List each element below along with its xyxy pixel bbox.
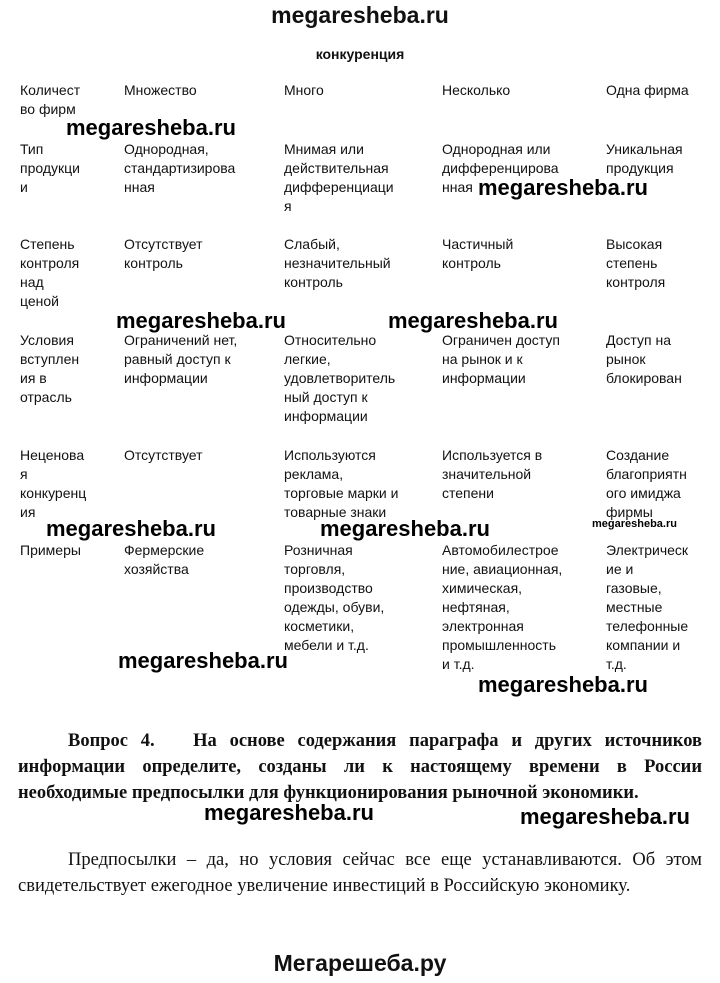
table-cell: Слабый, незначительный контроль [284, 236, 391, 290]
table-cell: Относительно легкие, удовлетворитель ный доступ к информации [284, 332, 396, 424]
table-cell: Много [284, 82, 324, 98]
table-cell: Доступ на рынок блокирован [606, 332, 682, 386]
table-cell: Однородная, стандартизирова нная [124, 141, 236, 195]
table-cell: Одна фирма [606, 82, 689, 98]
table-cell: Частичный контроль [442, 236, 514, 271]
watermark: megaresheba.ru [204, 800, 374, 825]
watermark: megaresheba.ru [592, 518, 677, 530]
table-cell: Розничная торговля, производство одежды, обуви, косметики, мебели и т.д. [284, 542, 385, 653]
table-cell: Условия вступлен ия в отрасль [20, 332, 80, 405]
table-cell: Уникальная продукция [606, 141, 683, 176]
table-cell: Мнимая или действительная дифференциаци я [284, 141, 394, 214]
table-cell: Создание благоприятн ого имиджа фирмы [606, 447, 687, 520]
table-cell: Используется в значительной степени [442, 447, 543, 501]
footer-title: Мегарешеба.ру [273, 950, 447, 976]
table-cell: Используются реклама, торговые марки и товарные знаки [284, 447, 399, 520]
question-label: Вопрос 4. [68, 731, 155, 751]
watermark: megaresheba.ru [478, 175, 648, 200]
watermark: megaresheba.ru [118, 648, 288, 673]
watermark: megaresheba.ru [116, 308, 286, 333]
watermark: megaresheba.ru [478, 672, 648, 697]
table-cell: Ограничений нет, равный доступ к информации [124, 332, 238, 386]
watermark: megaresheba.ru [46, 516, 216, 541]
table-cell: Однородная или дифференцирова нная [442, 141, 559, 195]
table-cell: Количест во фирм [20, 82, 81, 117]
site-title: megaresheba.ru [271, 2, 449, 28]
table-cell: Электрическ ие и газовые, местные телефонные компании и т.д. [606, 542, 689, 672]
table-cell: Примеры [20, 542, 81, 558]
table-cell: Степень контроля над ценой [20, 236, 80, 309]
table-cell: Высокая степень контроля [606, 236, 666, 290]
table-cell: Тип продукци и [20, 141, 80, 195]
watermark: megaresheba.ru [320, 516, 490, 541]
answer-text: Предпосылки – да, но условия сейчас все еще устанавливаются. Об этом свидетельствует ежегодное увеличение инвестиций в Российскую экономику. [18, 850, 702, 896]
table-heading: конкуренция [315, 46, 405, 62]
question-text: На основе содержания параграфа и других источников информации определите, созданы ли к настоящему времени в России необходимые предпосылки для функционирования рыночной экономики. [18, 731, 703, 803]
table-cell: Автомобилестрое ние, авиационная, химическая, нефтяная, электронная промышленность и т.д. [442, 542, 563, 672]
table-cell: Фермерские хозяйства [124, 542, 205, 577]
table-cell: Несколько [442, 82, 511, 98]
watermark: megaresheba.ru [66, 115, 236, 140]
watermark: megaresheba.ru [520, 804, 690, 829]
table-cell: Отсутствует [124, 447, 203, 463]
question-block [18, 728, 702, 806]
watermark: megaresheba.ru [388, 308, 558, 333]
table-cell: Неценова я конкуренц ия [20, 447, 87, 520]
table-cell: Отсутствует контроль [124, 236, 203, 271]
table-cell: Множество [124, 82, 197, 98]
table-cell: Ограничен доступ на рынок и к информации [442, 332, 560, 386]
